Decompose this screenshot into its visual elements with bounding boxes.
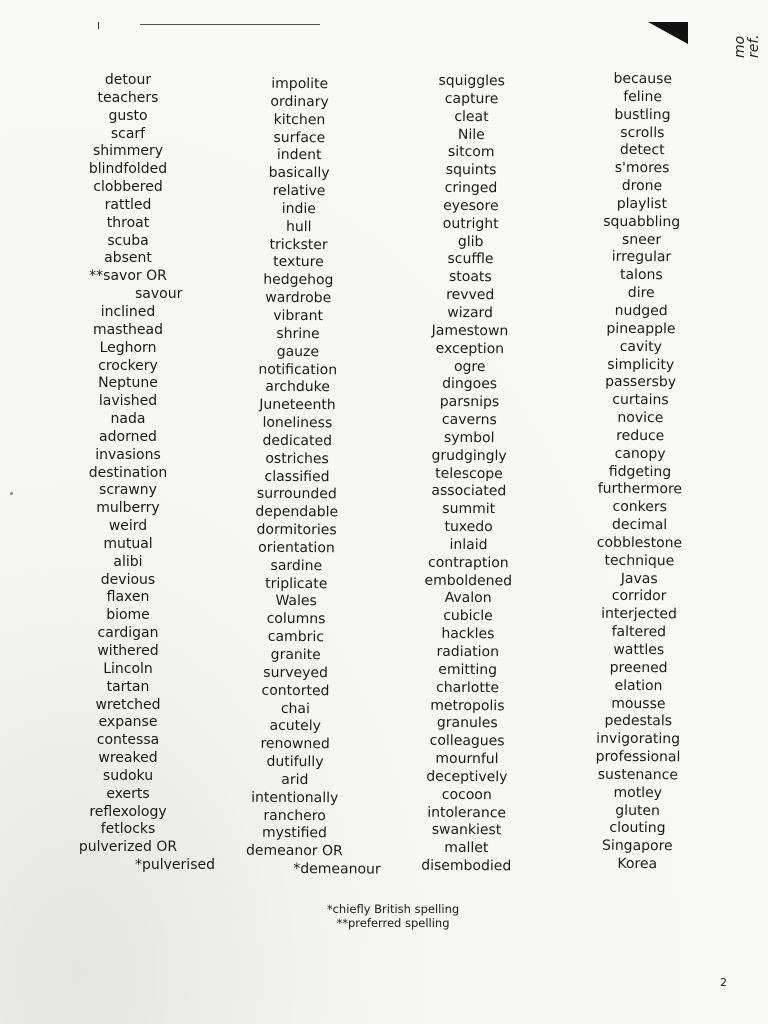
word-list-item: cavity	[619, 338, 663, 355]
word-list-item: blindfolded	[88, 161, 168, 178]
word-list-item: grudgingly	[431, 447, 507, 464]
word-list-item: savour	[135, 286, 183, 303]
word-list-item: invasions	[95, 446, 161, 463]
word-list-item: scuffle	[447, 251, 494, 268]
word-list-item: metropolis	[430, 697, 505, 714]
word-list-item: mousse	[611, 695, 666, 712]
word-list-item: s'mores	[614, 160, 670, 177]
word-list-item: curtains	[612, 391, 669, 409]
word-list-item: canopy	[614, 445, 666, 462]
word-list-item: stoats	[448, 269, 492, 286]
word-list-item: weird	[108, 518, 148, 535]
word-list-item: caverns	[441, 411, 497, 429]
word-list-item: intolerance	[427, 804, 507, 821]
word-list-item: Lincoln	[103, 660, 153, 677]
word-list-item: shrine	[276, 325, 320, 342]
word-list-item: mutual	[103, 535, 153, 552]
word-list-item: colleagues	[429, 732, 505, 750]
word-list-item: archduke	[265, 379, 330, 396]
word-list-item: surface	[273, 129, 326, 146]
word-list-item: detect	[619, 142, 665, 159]
word-list-item: arid	[281, 771, 309, 788]
word-list-item: Juneteenth	[259, 396, 336, 414]
word-list-item: pineapple	[606, 320, 676, 338]
word-list-item: Neptune	[98, 375, 158, 392]
word-list-item: flaxen	[106, 589, 150, 606]
word-list-item: **savor OR	[89, 268, 167, 285]
word-list-item: dingoes	[442, 376, 498, 393]
word-list-item: surrounded	[256, 486, 337, 503]
word-list-item: devious	[100, 571, 156, 588]
footnotes	[293, 902, 493, 930]
word-list-item: disembodied	[421, 857, 512, 875]
word-list-item: motley	[613, 784, 663, 801]
word-list-item: cubicle	[443, 608, 493, 625]
word-list-item: granules	[436, 715, 498, 732]
word-list-item: gauze	[276, 343, 320, 360]
word-list-item: sudoku	[102, 767, 154, 784]
word-list-item: demeanor OR	[245, 842, 343, 860]
word-list-item: Javas	[620, 570, 658, 587]
footnote-british-spelling: *chiefly British spelling	[326, 902, 460, 916]
word-list-item: contraption	[427, 554, 509, 572]
word-list-item: dedicated	[262, 432, 333, 450]
word-list-item: sneer	[621, 231, 662, 248]
word-list-item: ogre	[453, 358, 486, 375]
word-list-item: expanse	[98, 714, 158, 731]
word-list-item: technique	[604, 552, 675, 570]
word-list-item: drone	[621, 177, 663, 195]
word-list-item: wreaked	[98, 750, 158, 767]
word-list-item: novice	[617, 409, 664, 427]
word-list-item: reflexology	[89, 803, 167, 820]
word-list-item: exerts	[106, 785, 150, 802]
word-list-item: columns	[266, 611, 326, 628]
word-list-item: associated	[431, 483, 507, 500]
corner-rotated-text: mo ref.	[732, 34, 762, 58]
word-list-item: nudged	[614, 302, 668, 320]
word-list-item: wretched	[95, 696, 161, 713]
word-list-item: revved	[446, 286, 495, 304]
word-list-item: triplicate	[265, 575, 328, 592]
word-list-item: elation	[614, 677, 663, 694]
word-list-item: dire	[627, 285, 655, 302]
word-list-item: wattles	[613, 641, 665, 659]
word-list-item: invigorating	[596, 730, 681, 748]
word-list-item: capture	[444, 90, 499, 108]
word-list-item: clouting	[609, 820, 666, 837]
word-list-item: deceptively	[426, 768, 508, 786]
word-list-item: squints	[445, 162, 497, 179]
word-list-item: playlist	[616, 195, 668, 213]
word-list-item: fetlocks	[100, 821, 156, 838]
word-list-item: classified	[264, 468, 330, 485]
word-list-item: pedestals	[604, 713, 673, 730]
word-list-item: cringed	[444, 179, 498, 197]
word-list-item: impolite	[271, 75, 329, 93]
word-list-item: mulberry	[96, 500, 160, 517]
word-list-item: outright	[442, 215, 499, 232]
word-list-item: scarf	[110, 125, 146, 142]
word-list-item: squiggles	[438, 72, 506, 90]
word-list-item: ordinary	[270, 93, 329, 111]
word-list-item: withered	[97, 643, 159, 659]
word-list-item: tartan	[106, 678, 150, 695]
word-list-item: charlotte	[435, 679, 500, 696]
word-list-item: exception	[435, 340, 505, 357]
word-list-item: Nile	[457, 126, 485, 143]
word-column-3	[391, 72, 547, 876]
tick-mark	[98, 22, 99, 29]
word-list-item: decimal	[611, 516, 668, 534]
word-list-item: acutely	[269, 718, 322, 735]
word-list-item: biome	[106, 607, 150, 624]
word-list-item: Korea	[617, 855, 658, 873]
corner-triangle-mark	[648, 22, 688, 44]
word-list-item: emboldened	[424, 572, 513, 589]
word-list-item: summit	[442, 501, 496, 518]
top-rule	[140, 24, 320, 25]
word-list-item: texture	[273, 254, 324, 271]
word-list-item: mystified	[261, 825, 328, 842]
word-list-item: pulverized OR	[78, 839, 178, 856]
word-column-4	[562, 70, 718, 874]
word-list-item: granite	[270, 646, 321, 664]
word-list-item: relative	[272, 182, 326, 200]
word-list-item: dutifully	[266, 753, 324, 771]
word-list-item: sustenance	[597, 766, 679, 784]
word-list-item: nada	[110, 411, 146, 428]
word-list-item: absent	[104, 250, 152, 267]
word-list-item: wardrobe	[265, 289, 332, 307]
word-list-item: fidgeting	[608, 463, 672, 480]
word-list-item: sitcom	[447, 144, 495, 161]
word-list-item: tuxedo	[444, 518, 493, 536]
word-list-item: symbol	[443, 429, 495, 447]
word-list-item: orientation	[258, 539, 335, 557]
word-list-item: throat	[106, 214, 150, 231]
word-list-item: inlaid	[449, 536, 488, 554]
word-list-item: renowned	[260, 735, 330, 753]
word-list-item: kitchen	[273, 111, 326, 128]
word-list-item: sardine	[270, 557, 323, 574]
word-list-item: destination	[88, 464, 168, 481]
word-list-item: hackles	[441, 625, 495, 643]
word-list-item: basically	[268, 165, 330, 182]
word-list-item: cardigan	[97, 625, 159, 642]
word-list-item: inclined	[100, 303, 156, 320]
footnote-preferred-spelling: **preferred spelling	[336, 916, 450, 930]
word-list-item: simplicity	[607, 356, 675, 373]
word-list-item: telescope	[435, 465, 503, 482]
page-number: 2	[720, 976, 727, 989]
word-list-item: feline	[623, 88, 663, 105]
word-list-item: loneliness	[262, 414, 333, 432]
word-list-item: indent	[276, 147, 322, 164]
word-list-item: preened	[609, 659, 668, 677]
word-list-item: cleat	[454, 108, 489, 125]
word-list-item: dormitories	[256, 521, 337, 539]
word-list-item: dependable	[255, 503, 339, 521]
word-list-item: contessa	[96, 732, 160, 749]
word-list-item: Wales	[275, 593, 317, 610]
word-list-item: eyesore	[443, 197, 499, 215]
word-list-item: Singapore	[602, 838, 673, 855]
word-list-item: gluten	[615, 802, 661, 819]
word-list-item: Leghorn	[99, 339, 157, 356]
word-list-item: swankiest	[431, 822, 502, 839]
word-list-item: adorned	[99, 428, 157, 445]
word-list-item: shimmery	[93, 143, 163, 160]
word-list-item: because	[613, 70, 673, 88]
word-list-item: emitting	[438, 661, 498, 679]
word-column-2	[219, 75, 381, 879]
word-list-item: hedgehog	[263, 272, 334, 289]
word-list-item: detour	[104, 72, 152, 88]
word-list-item: vibrant	[273, 307, 324, 325]
word-list-item: furthermore	[597, 481, 683, 498]
word-list-item: Avalon	[444, 590, 492, 607]
word-list-item: irregular	[611, 249, 672, 266]
word-list-item: surveyed	[263, 664, 328, 682]
word-list-item: hull	[285, 218, 312, 235]
word-list-item: bustling	[614, 106, 671, 123]
word-list-item: ostriches	[265, 450, 329, 467]
word-list-item: cocoon	[441, 786, 492, 803]
word-list-item: conkers	[612, 499, 668, 516]
word-list-item: contorted	[261, 682, 330, 699]
word-list-item: mournful	[435, 750, 499, 768]
word-list-item: professional	[595, 748, 681, 766]
word-list-item: alibi	[113, 553, 143, 570]
word-list-item: indie	[281, 200, 317, 218]
word-list-item: gusto	[108, 107, 148, 124]
word-list-item: masthead	[93, 321, 163, 338]
paper-speck	[10, 492, 13, 495]
word-column-1	[53, 72, 215, 875]
word-list-item: passersby	[605, 374, 677, 391]
word-list-item: radiation	[436, 643, 500, 661]
word-list-item: Jamestown	[431, 322, 509, 340]
word-list-item: trickster	[269, 236, 328, 253]
word-list-item: crockery	[98, 357, 158, 374]
word-list-item: cambric	[267, 628, 325, 646]
word-list-item: scuba	[107, 232, 149, 249]
word-list-item: wizard	[447, 304, 494, 322]
word-list-item: parsnips	[439, 393, 500, 411]
word-list-item: clobbered	[93, 179, 163, 196]
word-list-item: teachers	[97, 89, 159, 106]
word-list-item: intentionally	[251, 789, 339, 807]
word-list-item: chai	[280, 700, 310, 717]
word-list-item: ranchero	[263, 807, 326, 824]
word-list-item: *demeanour	[293, 861, 381, 878]
word-list-item: corridor	[611, 588, 667, 605]
word-list-item: cobblestone	[596, 534, 683, 552]
word-list-item: *pulverised	[135, 857, 215, 874]
word-list-item: squabbling	[603, 213, 681, 231]
word-list-item: rattled	[104, 196, 152, 213]
word-list-item: lavished	[98, 393, 158, 410]
word-list-item: scrolls	[620, 124, 665, 141]
word-list-item: notification	[258, 361, 338, 378]
word-list-item: reduce	[616, 427, 665, 445]
word-list-item: scrawny	[99, 482, 157, 499]
word-list-item: interjected	[601, 606, 677, 623]
word-list-item: glib	[457, 233, 484, 250]
word-list-item: mallet	[444, 840, 489, 857]
word-list-item: faltered	[611, 623, 667, 641]
word-list-item: talons	[619, 267, 663, 284]
